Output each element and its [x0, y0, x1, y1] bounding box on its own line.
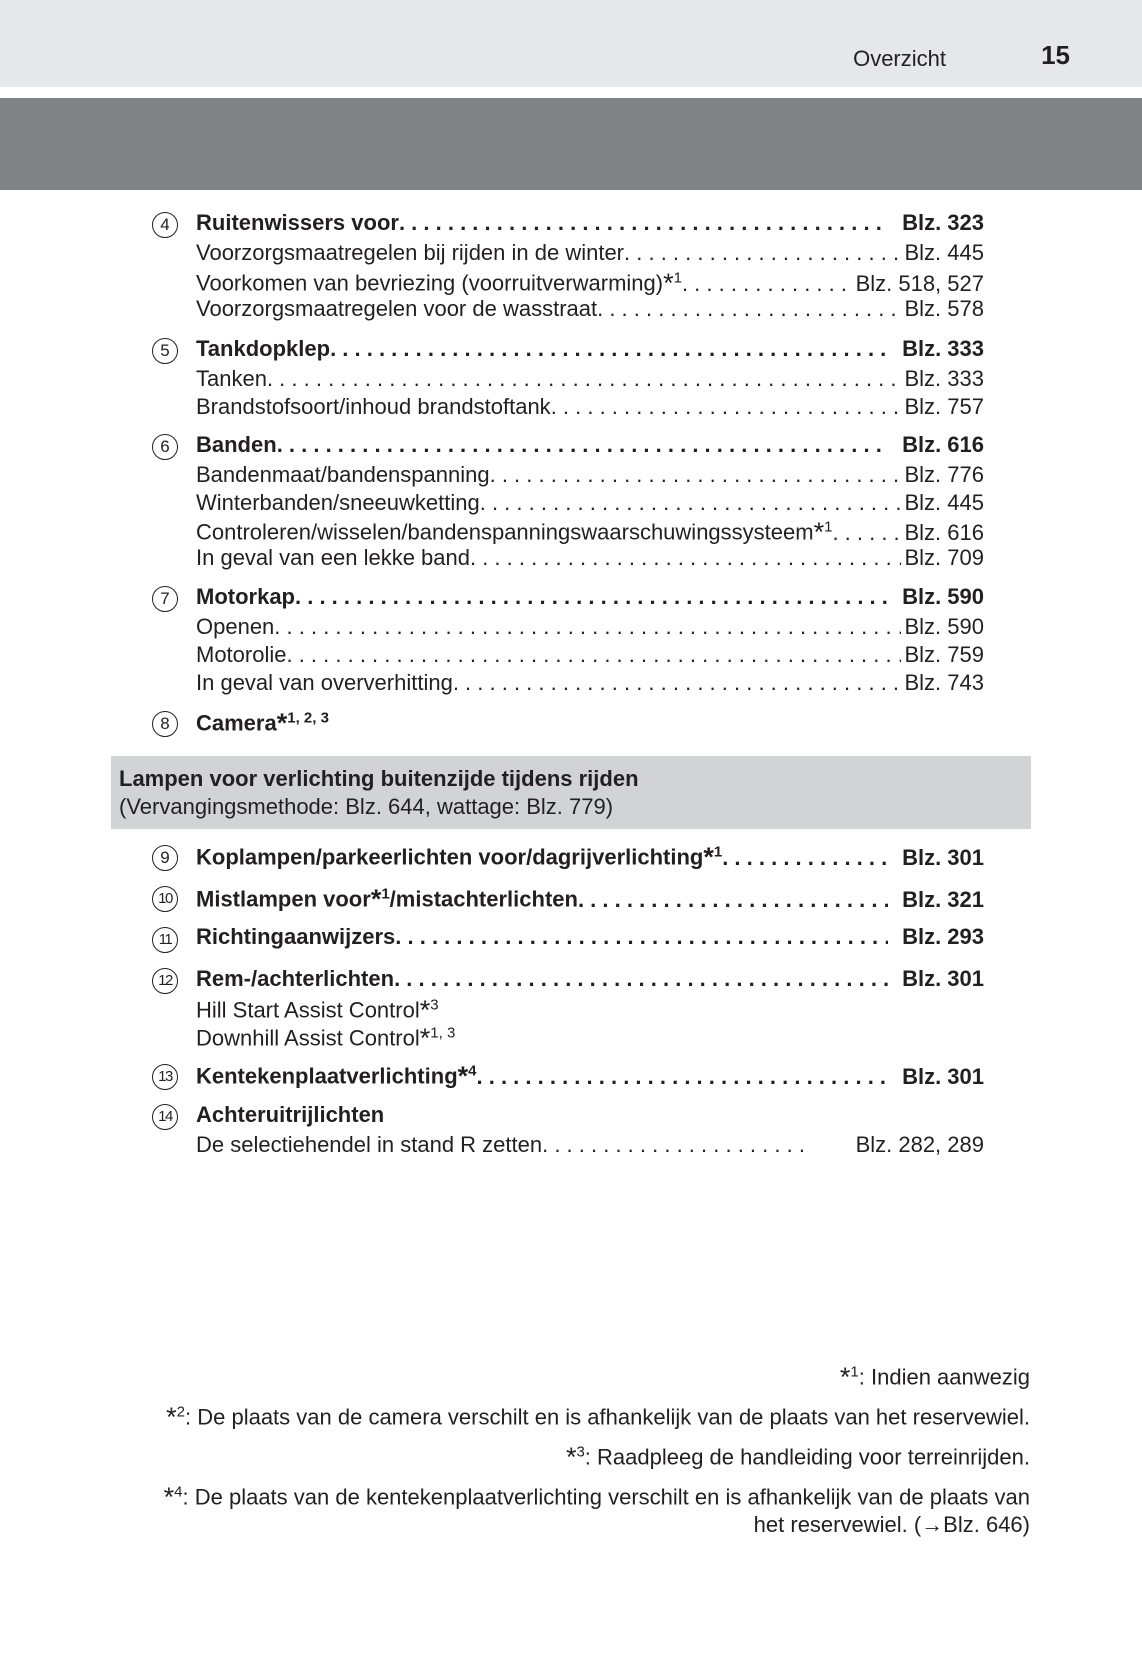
item-number: 5: [152, 338, 178, 364]
toc-entry[interactable]: Motorkap . . . Blz. 590: [196, 584, 984, 614]
toc-entry[interactable]: Banden . . . Blz. 616: [196, 432, 984, 462]
footnote: *$^2$: De plaats van de camera verschilt en is afhankelijk van de plaats van het reservewiel.: [166, 1402, 1030, 1432]
page-number: 15: [1041, 40, 1070, 70]
toc-entry[interactable]: Rem-/achterlichten . . . Blz. 301: [196, 966, 984, 996]
item-number: 13: [152, 1064, 178, 1090]
footnote: *$^3$: Raadpleeg de handleiding voor terreinrijden.: [565, 1442, 1030, 1472]
item-number: 8: [152, 711, 178, 737]
toc-subentry[interactable]: Voorzorgsmaatregelen voor de wasstraat . . . Blz. 578: [196, 296, 984, 326]
toc-entry[interactable]: Richtingaanwijzers . . . Blz. 293: [196, 924, 984, 954]
section-heading: Lampen voor verlichting buitenzijde tijdens rijden: [119, 766, 639, 791]
toc-subentry[interactable]: Openen . . . Blz. 590: [196, 614, 984, 644]
toc-subentry[interactable]: Controleren/wisselen/bandenspanningswaarschuwingssysteem*$^1$ . . . Blz. 616: [196, 517, 984, 547]
toc-entry[interactable]: Camera*$^{1, 2, 3}$: [196, 708, 329, 738]
toc-subentry[interactable]: De selectiehendel in stand R zetten . . . Blz. 282, 289: [196, 1132, 984, 1162]
toc-entry[interactable]: Tankdopklep . . . Blz. 333: [196, 336, 984, 366]
toc-entry[interactable]: Ruitenwissers voor . . . Blz. 323: [196, 210, 984, 240]
toc-subentry[interactable]: Hill Start Assist Control*$^3$: [196, 995, 439, 1025]
toc-subentry[interactable]: In geval van oververhitting . . . Blz. 743: [196, 670, 984, 700]
section-subheading: (Vervangingsmethode: Blz. 644, wattage: Blz. 779): [119, 794, 614, 819]
footnote: *$^4$: De plaats van de kentekenplaatverlichting verschilt en is afhankelijk van de plaats van: [163, 1482, 1030, 1512]
toc-subentry[interactable]: Tanken . . . Blz. 333: [196, 366, 984, 396]
toc-subentry[interactable]: In geval van een lekke band . . . Blz. 709: [196, 545, 984, 575]
item-number: 12: [152, 968, 178, 994]
toc-subentry[interactable]: Voorzorgsmaatregelen bij rijden in de winter . . . Blz. 445: [196, 240, 984, 270]
toc-entry[interactable]: Koplampen/parkeerlichten voor/dagrijverlichting*$^1$ . . . Blz. 301: [196, 842, 984, 872]
item-number: 14: [152, 1104, 178, 1130]
header-band: [0, 0, 1142, 87]
item-number: 4: [152, 212, 178, 238]
toc-entry[interactable]: Kentekenplaatverlichting*$^4$ . . . Blz. 301: [196, 1061, 984, 1091]
toc-subentry[interactable]: Brandstofsoort/inhoud brandstoftank . . . Blz. 757: [196, 394, 984, 424]
item-number: 7: [152, 586, 178, 612]
section-title: Overzicht: [853, 46, 946, 71]
toc-subentry[interactable]: Bandenmaat/bandenspanning . . . Blz. 776: [196, 462, 984, 492]
toc-entry[interactable]: Achteruitrijlichten: [196, 1102, 385, 1127]
toc-entry[interactable]: Mistlampen voor*$^1$/mistachterlichten . . . Blz. 321: [196, 884, 984, 914]
item-number: 10: [152, 886, 178, 912]
section-header: [111, 756, 1031, 829]
item-number: 11: [152, 927, 178, 953]
footnote: *$^1$: Indien aanwezig: [839, 1362, 1030, 1392]
toc-subentry[interactable]: Motorolie . . . Blz. 759: [196, 642, 984, 672]
toc-subentry[interactable]: Winterbanden/sneeuwketting . . . Blz. 445: [196, 490, 984, 520]
header-dark-band: [0, 98, 1142, 190]
item-number: 9: [152, 845, 178, 871]
toc-subentry[interactable]: Voorkomen van bevriezing (voorruitverwarming)*$^1$ . . . Blz. 518, 527: [196, 268, 984, 298]
toc-subentry[interactable]: Downhill Assist Control*$^{1, 3}$: [196, 1023, 456, 1053]
footnote-continuation: het reservewiel. (→Blz. 646): [753, 1512, 1030, 1537]
item-number: 6: [152, 434, 178, 460]
